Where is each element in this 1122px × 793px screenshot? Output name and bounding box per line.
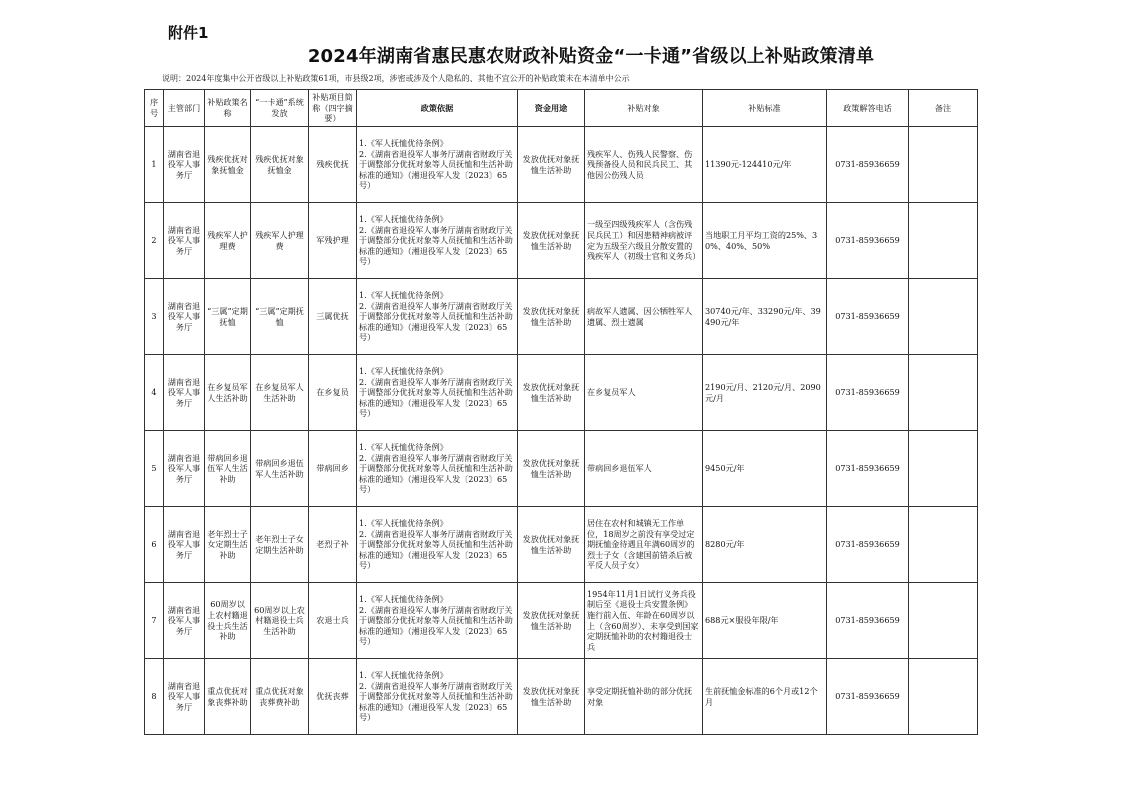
header-phone: 政策解答电话 [827,90,909,127]
table-row [145,431,978,507]
cell-standard: 688元×服役年限/年 [703,583,827,659]
cell-phone: 0731-85936659 [827,583,909,659]
cell-system-name: 在乡复员军人生活补助 [251,355,309,431]
cell-target: 在乡复员军人 [585,355,703,431]
cell-basis: 1.《军人抚恤优待条例》 2.《湖南省退役军人事务厅湖南省财政厅关于调整部分优抚对象等人员抚恤和生活补助标准的通知》（湘退役军人发〔2023〕65号） [357,279,518,355]
header-basis: 政策依据 [357,90,518,127]
cell-seq: 2 [145,203,164,279]
cell-usage: 发放优抚对象抚恤生活补助 [518,279,585,355]
cell-target: 一级至四级残疾军人（含伤残民兵民工）和因患精神病被评定为五级至六级且分散安置的残疾军人（初级士官和义务兵） [585,203,703,279]
table-row [145,507,978,583]
cell-usage: 发放优抚对象抚恤生活补助 [518,507,585,583]
cell-policy-name: 残疾优抚对象抚恤金 [205,127,251,203]
table-row [145,583,978,659]
cell-dept: 湖南省退役军人事务厅 [164,507,205,583]
cell-seq: 5 [145,431,164,507]
cell-basis: 1.《军人抚恤优待条例》 2.《湖南省退役军人事务厅湖南省财政厅关于调整部分优抚对象等人员抚恤和生活补助标准的通知》（湘退役军人发〔2023〕65号） [357,203,518,279]
cell-phone: 0731-85936659 [827,203,909,279]
cell-usage: 发放优抚对象抚恤生活补助 [518,127,585,203]
table-row [145,279,978,355]
cell-phone: 0731-85936659 [827,431,909,507]
policy-table [144,89,978,735]
table-row [145,355,978,431]
cell-policy-name: “三属”定期抚恤 [205,279,251,355]
cell-system-name: “三属”定期抚恤 [251,279,309,355]
cell-usage: 发放优抚对象抚恤生活补助 [518,203,585,279]
cell-phone: 0731-85936659 [827,279,909,355]
cell-standard: 2190元/月、2120元/月、2090元/月 [703,355,827,431]
cell-short-name: 在乡复员 [309,355,357,431]
table-row [145,203,978,279]
header-short-name: 补贴项目简称（四字摘要） [309,90,357,127]
table-header-row [145,90,978,127]
cell-target: 病故军人遗属、因公牺牲军人遗属、烈士遗属 [585,279,703,355]
cell-target: 1954年11月1日试行义务兵役制后至《退役士兵安置条例》施行前入伍、年龄在60周岁以上（含60周岁）、未享受到国家定期抚恤补助的农村籍退役士兵 [585,583,703,659]
cell-phone: 0731-85936659 [827,127,909,203]
cell-seq: 3 [145,279,164,355]
cell-basis: 1.《军人抚恤优待条例》 2.《湖南省退役军人事务厅湖南省财政厅关于调整部分优抚对象等人员抚恤和生活补助标准的通知》（湘退役军人发〔2023〕65号） [357,431,518,507]
cell-dept: 湖南省退役军人事务厅 [164,659,205,735]
cell-short-name: 农退士兵 [309,583,357,659]
cell-usage: 发放优抚对象抚恤生活补助 [518,355,585,431]
cell-target: 享受定期抚恤补助的部分优抚对象 [585,659,703,735]
cell-remark [909,355,978,431]
cell-short-name: 三属优抚 [309,279,357,355]
cell-basis: 1.《军人抚恤优待条例》 2.《湖南省退役军人事务厅湖南省财政厅关于调整部分优抚对象等人员抚恤和生活补助标准的通知》（湘退役军人发〔2023〕65号） [357,507,518,583]
cell-short-name: 带病回乡 [309,431,357,507]
cell-short-name: 军残护理 [309,203,357,279]
cell-seq: 8 [145,659,164,735]
cell-policy-name: 老年烈士子女定期生活补助 [205,507,251,583]
cell-remark [909,431,978,507]
cell-standard: 11390元-124410元/年 [703,127,827,203]
header-standard: 补贴标准 [703,90,827,127]
cell-target: 带病回乡退伍军人 [585,431,703,507]
document-title: 2024年湖南省惠民惠农财政补贴资金“一卡通”省级以上补贴政策清单 [307,46,875,67]
cell-seq: 4 [145,355,164,431]
cell-usage: 发放优抚对象抚恤生活补助 [518,659,585,735]
cell-phone: 0731-85936659 [827,355,909,431]
cell-system-name: 残疾军人护理费 [251,203,309,279]
cell-policy-name: 重点优抚对象丧葬补助 [205,659,251,735]
cell-policy-name: 在乡复员军人生活补助 [205,355,251,431]
cell-seq: 1 [145,127,164,203]
cell-policy-name: 60周岁以上农村籍退役士兵生活补助 [205,583,251,659]
cell-system-name: 带病回乡退伍军人生活补助 [251,431,309,507]
attachment-label: 附件1 [168,24,209,42]
cell-basis: 1.《军人抚恤优待条例》 2.《湖南省退役军人事务厅湖南省财政厅关于调整部分优抚对象等人员抚恤和生活补助标准的通知》（湘退役军人发〔2023〕65号） [357,659,518,735]
cell-basis: 1.《军人抚恤优待条例》 2.《湖南省退役军人事务厅湖南省财政厅关于调整部分优抚对象等人员抚恤和生活补助标准的通知》（湘退役军人发〔2023〕65号） [357,127,518,203]
cell-remark [909,203,978,279]
header-remark: 备注 [909,90,978,127]
cell-seq: 6 [145,507,164,583]
cell-short-name: 老烈子补 [309,507,357,583]
cell-remark [909,659,978,735]
cell-dept: 湖南省退役军人事务厅 [164,355,205,431]
cell-policy-name: 带病回乡退伍军人生活补助 [205,431,251,507]
cell-usage: 发放优抚对象抚恤生活补助 [518,431,585,507]
header-system-name: “一卡通”系统发放 [251,90,309,127]
cell-phone: 0731-85936659 [827,507,909,583]
table-row [145,127,978,203]
cell-system-name: 60周岁以上农村籍退役士兵生活补助 [251,583,309,659]
cell-system-name: 残疾优抚对象抚恤金 [251,127,309,203]
header-seq: 序号 [145,90,164,127]
cell-short-name: 残疾优抚 [309,127,357,203]
document-note: 说明：2024年度集中公开省级以上补贴政策61项，市县级2项，涉密或涉及个人隐私的、其他不宜公开的补贴政策未在本清单中公示 [162,74,630,83]
cell-standard: 当地职工月平均工资的25%、30%、40%、50% [703,203,827,279]
cell-basis: 1.《军人抚恤优待条例》 2.《湖南省退役军人事务厅湖南省财政厅关于调整部分优抚对象等人员抚恤和生活补助标准的通知》（湘退役军人发〔2023〕65号） [357,583,518,659]
cell-dept: 湖南省退役军人事务厅 [164,203,205,279]
cell-remark [909,507,978,583]
cell-seq: 7 [145,583,164,659]
cell-short-name: 优抚丧葬 [309,659,357,735]
header-target: 补贴对象 [585,90,703,127]
cell-standard: 生前抚恤金标准的6个月或12个月 [703,659,827,735]
cell-target: 居住在农村和城镇无工作单位，18周岁之前没有享受过定期抚恤金待遇且年满60周岁的烈士子女（含建国前错杀后被平反人员子女） [585,507,703,583]
cell-system-name: 重点优抚对象丧葬费补助 [251,659,309,735]
cell-standard: 9450元/年 [703,431,827,507]
cell-remark [909,279,978,355]
cell-target: 残疾军人、伤残人民警察、伤残预备役人员和民兵民工、其他因公伤残人员 [585,127,703,203]
cell-dept: 湖南省退役军人事务厅 [164,583,205,659]
cell-remark [909,127,978,203]
cell-dept: 湖南省退役军人事务厅 [164,127,205,203]
header-policy-name: 补贴政策名称 [205,90,251,127]
cell-dept: 湖南省退役军人事务厅 [164,279,205,355]
header-dept: 主管部门 [164,90,205,127]
cell-remark [909,583,978,659]
cell-basis: 1.《军人抚恤优待条例》 2.《湖南省退役军人事务厅湖南省财政厅关于调整部分优抚对象等人员抚恤和生活补助标准的通知》（湘退役军人发〔2023〕65号） [357,355,518,431]
cell-usage: 发放优抚对象抚恤生活补助 [518,583,585,659]
header-usage: 资金用途 [518,90,585,127]
table-row [145,659,978,735]
cell-standard: 8280元/年 [703,507,827,583]
cell-dept: 湖南省退役军人事务厅 [164,431,205,507]
cell-standard: 30740元/年、33290元/年、39490元/年 [703,279,827,355]
cell-policy-name: 残疾军人护理费 [205,203,251,279]
cell-phone: 0731-85936659 [827,659,909,735]
cell-system-name: 老年烈士子女定期生活补助 [251,507,309,583]
